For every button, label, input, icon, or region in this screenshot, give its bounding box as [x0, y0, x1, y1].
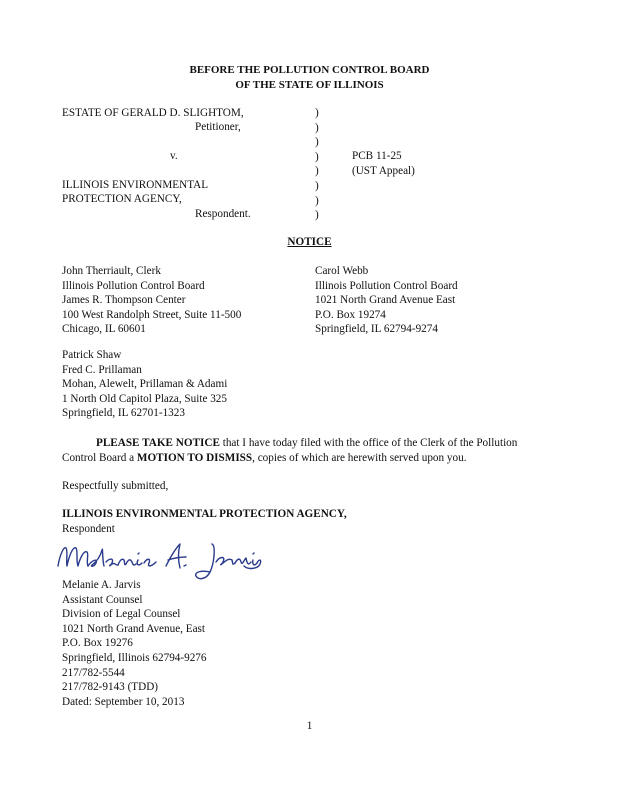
case-number: PCB 11-25 [352, 150, 402, 162]
address-line: P.O. Box 19274 [315, 308, 386, 321]
addressee-third [62, 348, 227, 421]
address-line: Carol Webb [315, 265, 369, 277]
paragraph-text: that I have today filed with the office of the Clerk of the Pollution [219, 437, 518, 449]
signer-phone: 217/782-5544 [62, 666, 125, 679]
signer-city: Springfield, Illinois 62794-9276 [62, 651, 207, 664]
address-line: Springfield, IL 62794-9274 [315, 323, 438, 336]
paragraph-text: , copies of which are herewith served upon you. [252, 451, 467, 464]
notice-paragraph [62, 436, 517, 465]
paren: ) [315, 194, 319, 207]
address-line: Mohan, Alewelt, Prillaman & Adami [62, 378, 228, 391]
signer-block [62, 578, 207, 709]
date-signed: Dated: September 10, 2013 [62, 695, 185, 708]
address-line: Fred C. Prillaman [62, 363, 142, 376]
address-line: Chicago, IL 60601 [62, 323, 146, 336]
closing: Respectfully submitted, [62, 480, 169, 492]
paren: ) [315, 165, 319, 178]
address-line: 100 West Randolph Street, Suite 11-500 [62, 308, 242, 321]
paragraph-text: Control Board a [62, 451, 137, 464]
signer-po-box: P.O. Box 19276 [62, 637, 133, 650]
paragraph-line-1 [62, 436, 517, 451]
address-line: James R. Thompson Center [62, 294, 186, 307]
address-line: Springfield, IL 62701-1323 [62, 407, 185, 420]
signer-title: Assistant Counsel [62, 593, 143, 606]
paragraph-line-2 [62, 451, 517, 466]
signer-name: Melanie A. Jarvis [62, 579, 141, 591]
address-line: John Therriault, Clerk [62, 265, 161, 277]
paren: ) [315, 107, 319, 119]
address-line: 1021 North Grand Avenue East [315, 294, 456, 307]
petitioner-role: Petitioner, [195, 121, 241, 133]
addressee-right [315, 264, 458, 337]
paren: ) [315, 179, 319, 192]
page-number: 1 [306, 720, 313, 732]
address-line: Patrick Shaw [62, 349, 122, 361]
notice-title: NOTICE [287, 236, 332, 248]
addressee-left [62, 264, 241, 337]
agency-role: Respondent [62, 522, 115, 535]
notice-lead: PLEASE TAKE NOTICE [96, 437, 220, 449]
motion-title: MOTION TO DISMISS [136, 451, 253, 464]
signer-division: Division of Legal Counsel [62, 608, 181, 621]
address-line: Illinois Pollution Control Board [62, 279, 205, 292]
case-type: (UST Appeal) [352, 165, 415, 177]
document-heading [0, 63, 619, 92]
petitioner-name: ESTATE OF GERALD D. SLIGHTOM, [62, 107, 244, 119]
signer-street: 1021 North Grand Avenue, East [62, 622, 206, 635]
paren: ) [315, 136, 319, 149]
paren: ) [315, 121, 319, 134]
address-line: Illinois Pollution Control Board [315, 279, 458, 292]
versus: v. [170, 150, 178, 162]
heading-line-1: BEFORE THE POLLUTION CONTROL BOARD [189, 64, 430, 76]
respondent-name-line-1: ILLINOIS ENVIRONMENTAL [62, 179, 209, 191]
signer-tdd: 217/782-9143 (TDD) [62, 681, 159, 694]
agency-block [62, 507, 347, 536]
respondent-role: Respondent. [195, 208, 251, 220]
caption-paren-column [315, 106, 319, 223]
heading-line-2: OF THE STATE OF ILLINOIS [235, 78, 384, 91]
agency-name: ILLINOIS ENVIRONMENTAL PROTECTION AGENCY, [62, 508, 347, 520]
paren: ) [315, 150, 319, 163]
respondent-name-line-2: PROTECTION AGENCY, [62, 193, 182, 205]
paren: ) [315, 209, 319, 222]
address-line: 1 North Old Capitol Plaza, Suite 325 [62, 392, 227, 405]
